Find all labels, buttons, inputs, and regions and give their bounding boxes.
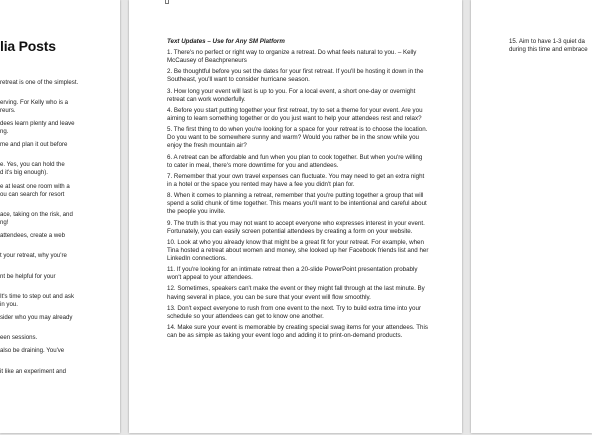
text-line: It's time to step out and ask (0, 293, 74, 300)
text-line: attendees, create a web (0, 232, 66, 239)
tip-paragraph: 12. Sometimes, speakers can't make the event or they might fall through at the last minute. By having several in place, you can be sure that your event will flow smoothly. (167, 285, 425, 301)
text-line: in you. (0, 301, 18, 308)
tip-paragraph: 4. Before you start putting together your first retreat, try to set a theme for your event. Are you aiming to learn something together or do you just want to help your attendees rest and relax? (167, 106, 423, 123)
text-line: also be draining. You've (0, 347, 65, 354)
text-line: 15. Aim to have 1-3 quiet da (509, 38, 585, 45)
tip-paragraph: 10. Look at who you already know that might be a great fit for your retreat. For example, when Tina hosted a retreat about women and money, she looked up her Facebook friends list and her LinkedIn connections. (167, 238, 429, 262)
text-line: een sessions. (0, 334, 38, 341)
right-page-text (509, 38, 588, 54)
text-line: during this time and embrace (509, 46, 588, 53)
document-page-right (471, 0, 592, 433)
tip-paragraph: 5. The first thing to do when you're looking for a space for your retreat is to choose the location. Do you want to be somewhere sunny and warm? Would you rather be in the snow while you enjoy the fresh mountain air? (167, 126, 428, 150)
text-line: it like an experiment and (0, 368, 67, 375)
tip-paragraph: 3. How long your event will last is up to you. For a local event, a short one-day or overnight retreat can work wonderfully. (167, 87, 416, 103)
text-line: me and plan it out before (0, 141, 68, 148)
tip-paragraph: 13. Don't expect everyone to rush from one event to the next. Try to build extra time into your schedule so your attendees can get to know one another. (167, 304, 421, 320)
tip-paragraph: 6. A retreat can be affordable and fun when you plan to cook together. But when you're willing to cater in meal, there's more downtime for you and attendees. (167, 153, 423, 169)
tip-paragraph: 1. There's no perfect or right way to organize a retreat. Do what feels natural to you. – Kelly McCausey of Beachpreneurs (167, 49, 417, 65)
tip-paragraph: 2. Be thoughtful before you set the dates for your first retreat. If you'll be hosting it down in the Southeast, you'll want to consider hurricane season. (167, 68, 424, 84)
tip-paragraph: 14. Make sure your event is memorable by creating special swag items for your attendees. This can be as simple as taking your event logo and adding it to print-on-demand products. (167, 324, 428, 340)
document-page-left (0, 0, 120, 433)
text-line: nt be helpful for your (0, 273, 56, 280)
page-marker-icon (165, 0, 169, 4)
document-page-middle (129, 0, 462, 433)
text-line: erving. For Kelly who is a (0, 99, 69, 106)
tip-paragraph: 8. When it comes to planning a retreat, remember that you're putting together a group that will spend a solid chunk of time together. This means you'll want to be intentional and careful about the people you invite. (167, 192, 427, 216)
section-heading: Text Updates – Use for Any SM Platform (167, 38, 285, 45)
tip-paragraph: 9. The truth is that you may not want to accept everyone who expresses interest in your event. Fortunately, you can easily screen potential attendees by creating a form on your website. (167, 219, 425, 235)
page-title: lia Posts (0, 38, 56, 54)
tip-paragraph: 11. If you're looking for an intimate retreat then a 20-slide PowerPoint presentation probably won't appeal to your attendees. (167, 266, 418, 282)
text-line: ng. (0, 128, 9, 135)
text-line: ou can search for resort (0, 191, 65, 198)
middle-page-text (167, 38, 429, 343)
text-line: retreat is one of the simplest. (0, 79, 79, 86)
text-line: e. Yes, you can hold the (0, 161, 65, 168)
text-line: d it's big enough). (0, 169, 48, 176)
tip-paragraph: 7. Remember that your own travel expenses can fluctuate. You may need to get an extra night in a hotel or the space you rented may have a fee you didn't plan for. (167, 172, 425, 188)
text-line: reurs. (0, 107, 16, 114)
text-line: sider who you may already (0, 314, 73, 321)
paragraph-list (167, 49, 429, 340)
text-line: e at least one room with a (0, 183, 70, 190)
text-line: t your retreat, why you're (0, 252, 67, 259)
text-line: ace, taking on the risk, and (0, 211, 73, 218)
text-line: dees learn plenty and leave (0, 120, 75, 127)
text-line: ng! (0, 219, 9, 226)
